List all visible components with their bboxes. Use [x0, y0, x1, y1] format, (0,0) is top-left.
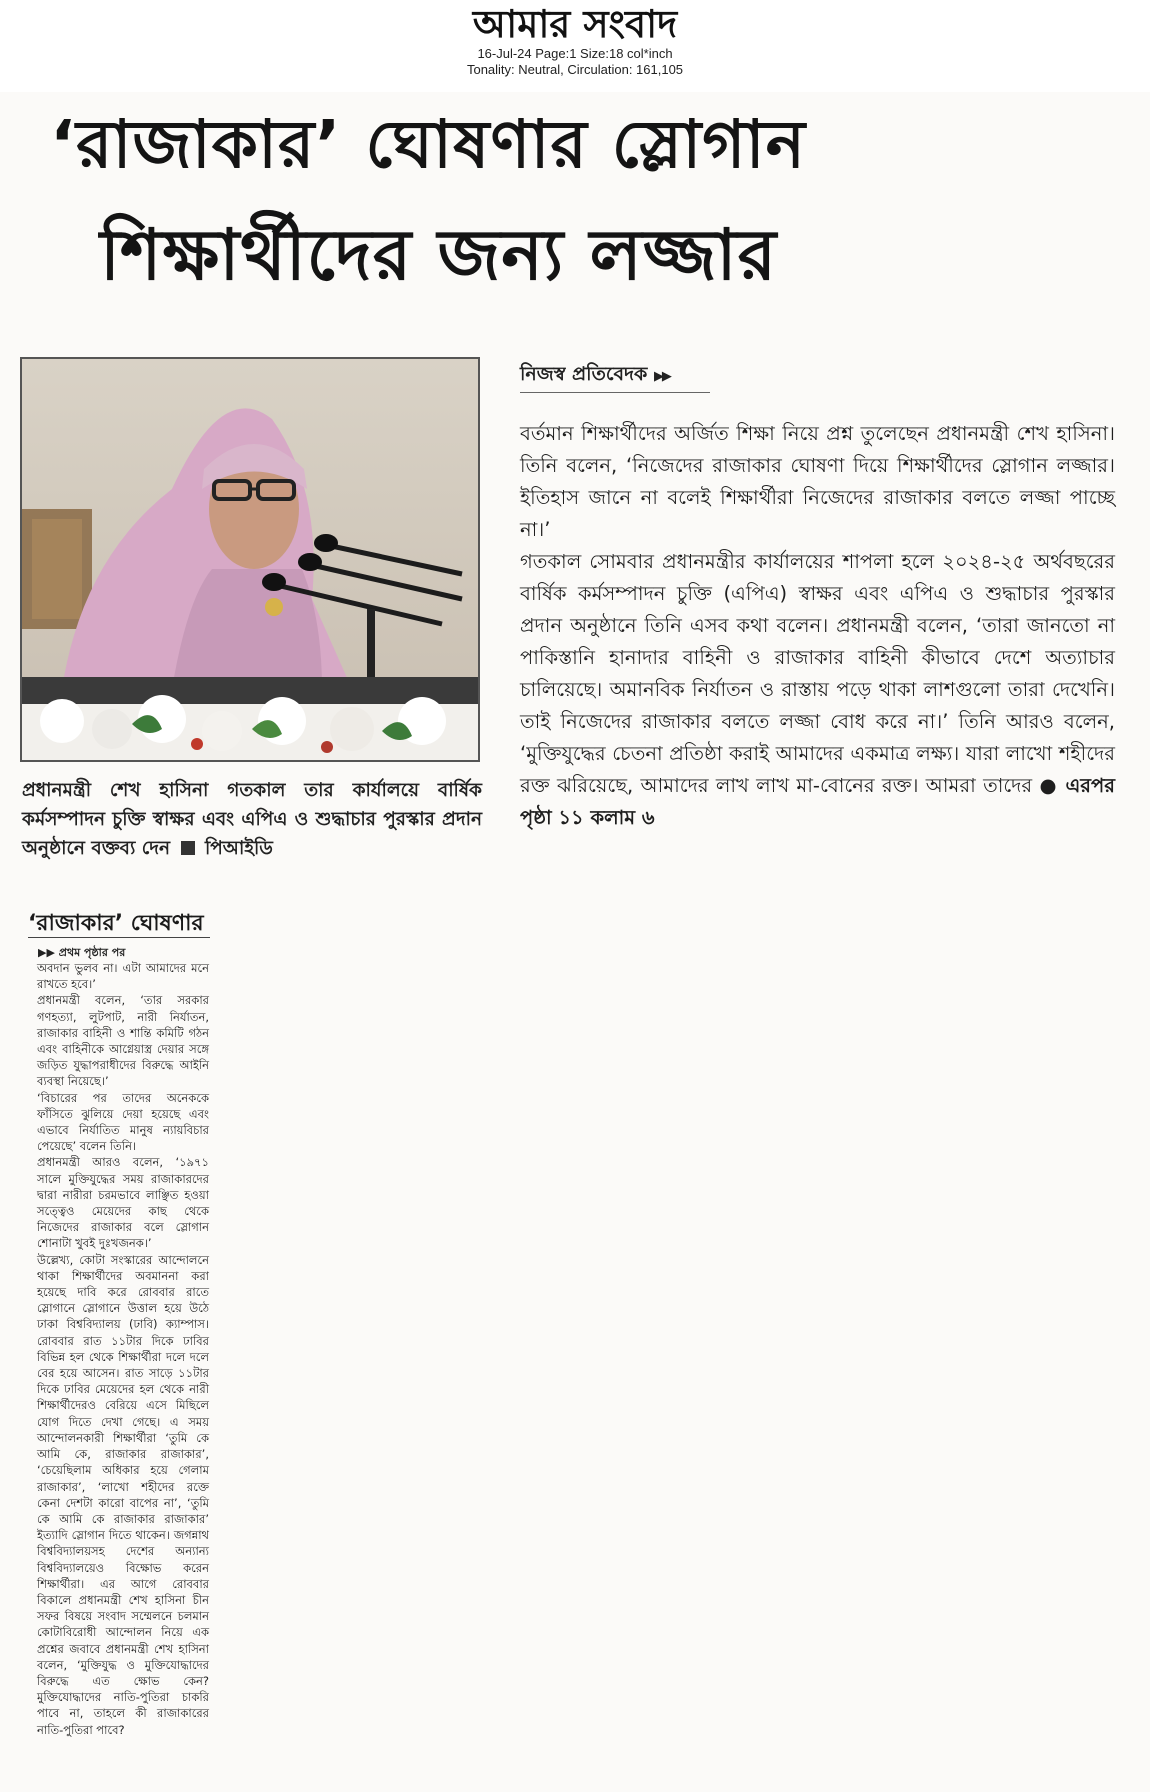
- continuation-divider: [28, 937, 210, 938]
- continued-on-jump: ● এরপর পৃষ্ঠা ১১ কলাম ৬: [520, 774, 1116, 829]
- double-arrow-icon: ▶▶: [653, 369, 670, 384]
- headline-line-2: শিক্ষার্থীদের জন্য লজ্জার: [100, 214, 778, 296]
- continuation-paragraph: প্রধানমন্ত্রী বলেন, ‘তার সরকার গণহত্যা, লুটপাট, নারী নির্যাতন, রাজাকার বাহিনী ও শান্তি কমিটি গঠন এবং বাহিনীকে আগ্নেয়াস্ত্র দেয়ার সঙ্গে জড়িত যুদ্ধাপরাধীদের বিরুদ্ধে আইনি ব্যবস্থা নিয়েছে।’: [37, 993, 209, 1089]
- byline-divider: [520, 392, 710, 393]
- double-arrow-icon: ▶▶: [38, 946, 59, 959]
- photo-caption-text: প্রধানমন্ত্রী শেখ হাসিনা গতকাল তার কার্যালয়ে বার্ষিক কর্মসম্পাদন চুক্তি স্বাক্ষর এবং এপিএ ও শুদ্ধাচার পুরস্কার প্রদান অনুষ্ঠানে বক্তব্য দেন: [22, 780, 482, 859]
- byline-text: নিজস্ব প্রতিবেদক: [520, 363, 648, 385]
- photo-credit: পিআইডি: [204, 838, 273, 859]
- headline-line-1: ‘রাজাকার’ ঘোষণার স্লোগান: [50, 106, 806, 183]
- news-photo-illustration: [22, 359, 480, 762]
- continuation-paragraph: অবদান ভুলব না। এটা আমাদের মনে রাখতে হবে।’: [37, 961, 209, 992]
- clip-meta-line-2: Tonality: Neutral, Circulation: 161,105: [466, 62, 684, 77]
- article-paragraph-1: বর্তমান শিক্ষার্থীদের অর্জিত শিক্ষা নিয়ে প্রশ্ন তুলেছেন প্রধানমন্ত্রী শেখ হাসিনা। তিনি বলেন, ‘নিজেদের রাজাকার ঘোষণা দিয়ে শিক্ষার্থীদের স্লোগান লজ্জার। ইতিহাস জানে না বলেই শিক্ষার্থীরা নিজেদের রাজাকার বলতে লজ্জা পাচ্ছে না।’: [520, 422, 1115, 541]
- continuation-title: ‘রাজাকার’ ঘোষণার: [28, 911, 204, 936]
- continuation-paragraph: উল্লেখ্য, কোটা সংস্কারের আন্দোলনে থাকা শিক্ষার্থীদের অবমাননা করা হয়েছে দাবি করে রোববার রাতে স্লোগানে স্লোগানে উত্তাল হয়ে উঠে ঢাকা বিশ্ববিদ্যালয় (ঢাবি) ক্যাম্পাস। রোববার রাত ১১টার দিকে ঢাবির বিভিন্ন হল থেকে শিক্ষার্থীরা দলে দলে বের হয়ে আসেন। রাত সাড়ে ১১টার দিকে ঢাবির মেয়েদের হল থেকে নারী শিক্ষার্থীদেরও বেরিয়ে এসে মিছিলে যোগ দিতে দেখা গেছে। এ সময় আন্দোলনকারী শিক্ষার্থীরা ‘তুমি কে আমি কে, রাজাকার রাজাকার’, ‘চেয়েছিলাম অধিকার হয়ে গেলাম রাজাকার’, ‘লাখো শহীদের রক্তে কেনা দেশটা কারো বাপের না’, ‘তুমি কে আমি কে রাজাকার রাজাকার’ ইত্যাদি স্লোগান দিতে থাকেন। জগন্নাথ বিশ্ববিদ্যালয়সহ দেশের অন্যান্য বিশ্ববিদ্যালয়েও বিক্ষোভ করেন শিক্ষার্থীরা। এর আগে রোববার বিকালে প্রধানমন্ত্রী শেখ হাসিনা চীন সফর বিষয়ে সংবাদ সম্মেলনে চলমান কোটাবিরোধী আন্দোলন নিয়ে এক প্রশ্নের জবাবে প্রধানমন্ত্রী শেখ হাসিনা বলেন, ‘মুক্তিযুদ্ধ ও মুক্তিযোদ্ধাদের বিরুদ্ধে এত ক্ষোভ কেন? মুক্তিযোদ্ধাদের নাতি-পুতিরা চাকরি পাবে না, তাহলে কী রাজাকারের নাতি-পুতিরা পাবে?: [37, 1252, 209, 1737]
- continuation-kicker-text: প্রথম পৃষ্ঠার পর: [58, 946, 126, 959]
- continuation-body: [37, 960, 209, 1738]
- masthead: [0, 0, 1150, 80]
- article-body: [520, 418, 1115, 834]
- continuation-paragraph: ‘বিচারের পর তাদের অনেককে ফাঁসিতে ঝুলিয়ে দেয়া হয়েছে এবং এভাবে নির্যাতিত মানুষ ন্যায়বিচার পেয়েছে’ বলেন তিনি।: [37, 1090, 209, 1154]
- article-paragraph-2-text: গতকাল সোমবার প্রধানমন্ত্রীর কার্যালয়ের শাপলা হলে ২০২৪-২৫ অর্থবছরের বার্ষিক কর্মসম্পাদন চুক্তি (এপিএ) স্বাক্ষর এবং এপিএ ও শুদ্ধাচার পুরস্কার প্রদান অনুষ্ঠানে তিনি এসব কথা বলেন। প্রধানমন্ত্রী বলেন, ‘তারা জানতো না পাকিস্তানি হানাদার বাহিনী ও রাজাকার বাহিনী কীভাবে দেশে অত্যাচার চালিয়েছে। অমানবিক নির্যাতন ও রাস্তায় পড়ে থাকা লাশগুলো তারা দেখেনি। তাই নিজেদের রাজাকার বলতে লজ্জা বোধ করে না।’ তিনি আরও বলেন, ‘মুক্তিযুদ্ধের চেতনা প্রতিষ্ঠা করাই আমাদের একমাত্র লক্ষ্য। যারা লাখো শহীদের রক্ত ঝরিয়েছে, আমাদের লাখ লাখ মা-বোনের রক্ত। আমরা তাদের: [520, 550, 1115, 797]
- photo-caption: [22, 776, 482, 863]
- newspaper-logo: আমার সংবাদ: [472, 1, 678, 46]
- continuation-paragraph: প্রধানমন্ত্রী আরও বলেন, ‘১৯৭১ সালে মুক্তিযুদ্ধের সময় রাজাকারদের দ্বারা নারীরা চরমভাবে লাঞ্ছিত হওয়া সত্ত্বেও মেয়েদের কাছ থেকে নিজেদের রাজাকার বলে স্লোগান শোনাটা খুবই দুঃখজনক।’: [37, 1155, 209, 1251]
- news-photo: [20, 357, 480, 762]
- byline: [520, 360, 670, 392]
- article-paragraph-2: [520, 546, 1115, 834]
- clip-meta-line-1: 16-Jul-24 Page:1 Size:18 col*inch: [477, 46, 673, 61]
- square-bullet-icon: [181, 841, 195, 855]
